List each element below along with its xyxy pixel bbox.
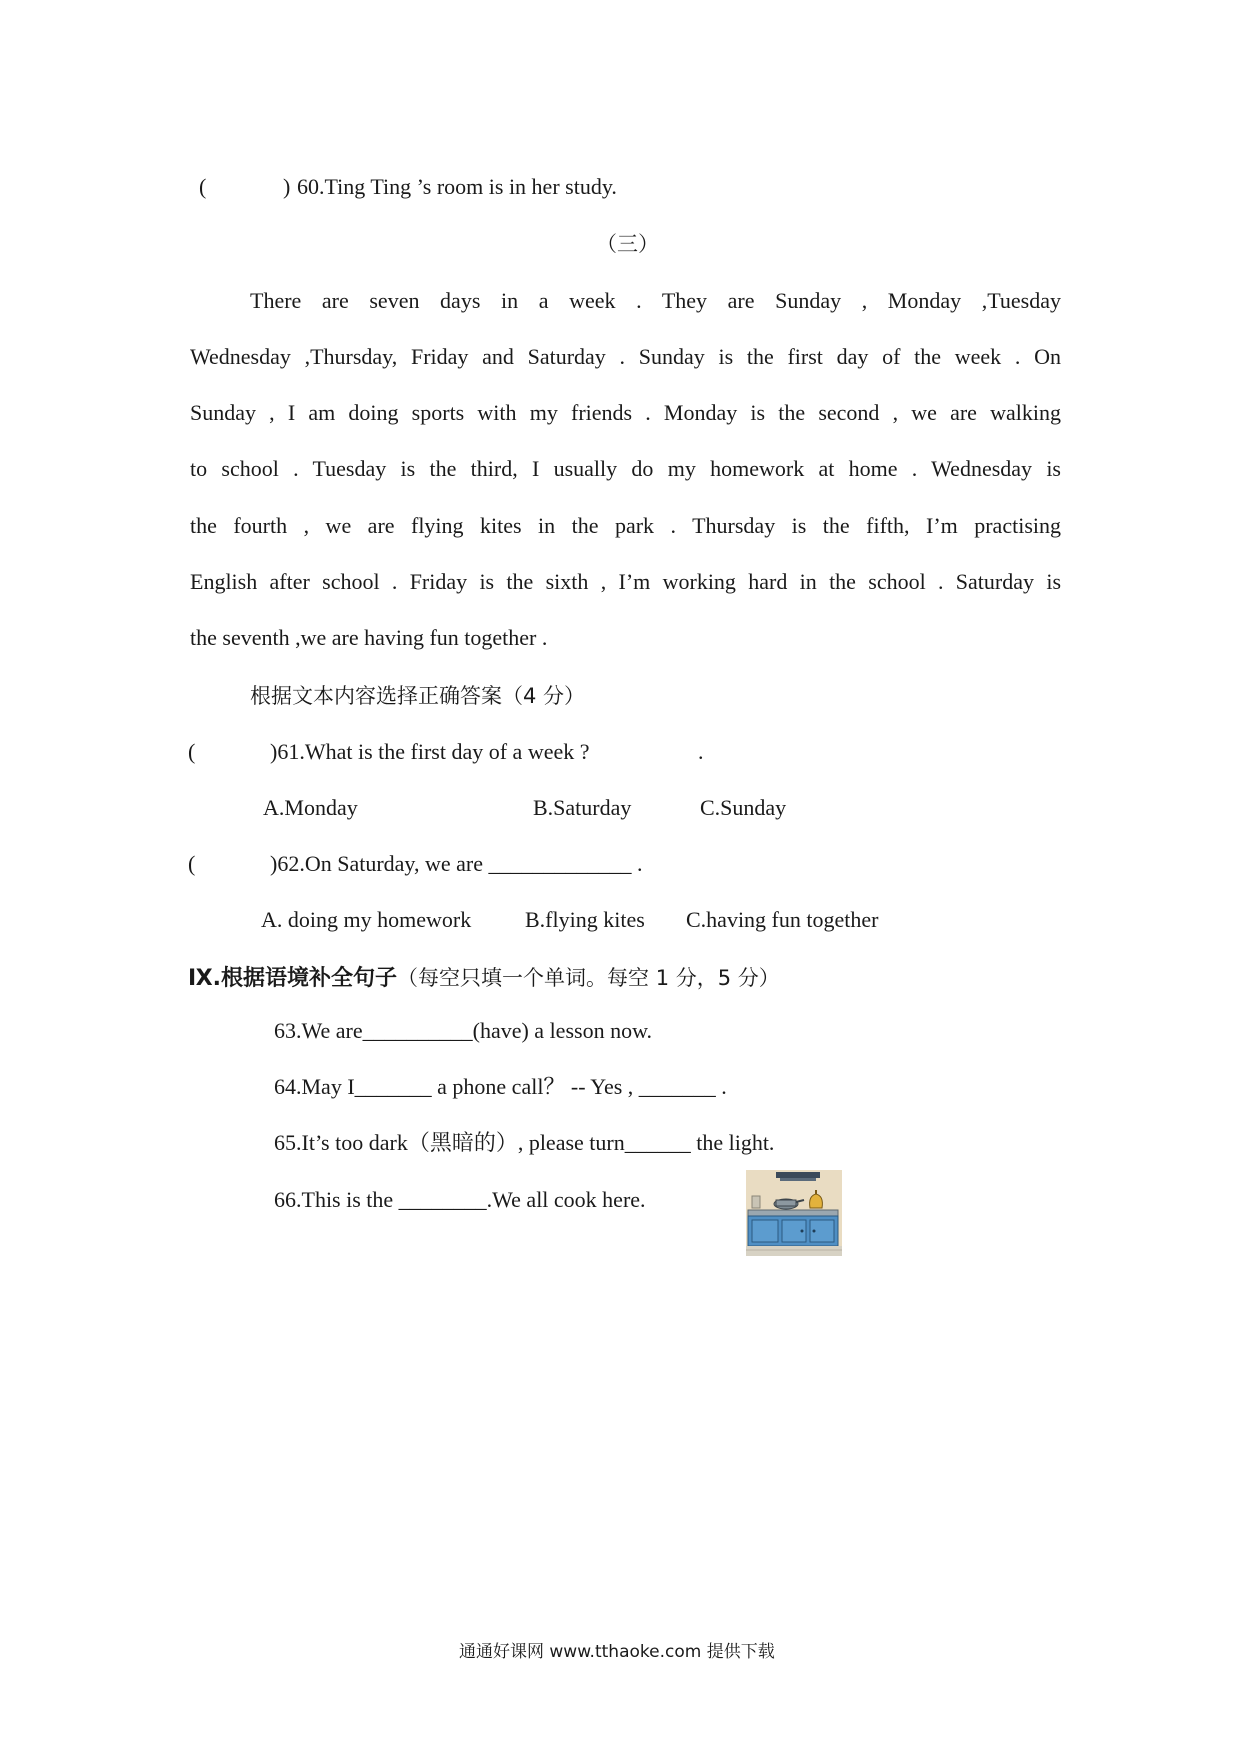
q62-paren: (	[188, 851, 196, 876]
section9-title: Ⅸ.根据语境补全句子	[188, 966, 398, 991]
section9-heading	[188, 961, 780, 992]
passage-line: Sunday , I am doing sports with my friends . Monday is the second , we are walking	[190, 400, 1061, 425]
q61-paren: (	[188, 739, 196, 764]
q61-option-b: B.Saturday	[533, 795, 632, 820]
instruction-text: 根据文本内容选择正确答案（4 分）	[250, 684, 586, 708]
q61-option-c: C.Sunday	[700, 795, 787, 820]
passage-line: English after school . Friday is the sixth , I’m working hard in the school . Saturday is	[190, 569, 1061, 594]
q61-text: )61.What is the first day of a week ?	[270, 739, 590, 764]
q60-paren-open: (	[199, 174, 207, 199]
passage-line: the fourth , we are flying kites in the park . Thursday is the fifth, I’m practising	[190, 513, 1061, 538]
section9-note: （每空只填一个单词。每空 1 分，5 分）	[397, 966, 780, 990]
q60-paren-close: )	[283, 174, 291, 199]
passage-line: There are seven days in a week . They are Sunday , Monday ,Tuesday	[250, 288, 1061, 313]
passage-line: Wednesday ,Thursday, Friday and Saturday . Sunday is the first day of the week . On	[190, 344, 1061, 369]
q60-text: 60.Ting Ting ’s room is in her study.	[297, 174, 617, 199]
fill-item-66: 66.This is the ________.We all cook here.	[274, 1187, 646, 1212]
fill-item-64: 64.May I_______ a phone call？ -- Yes , _______ .	[274, 1074, 727, 1099]
q62-option-b: B.flying kites	[525, 907, 645, 932]
q62-text: )62.On Saturday, we are _____________ .	[270, 851, 643, 876]
q62-option-a: A. doing my homework	[261, 907, 472, 932]
q61-end: .	[698, 739, 704, 764]
passage-line: to school . Tuesday is the third, I usually do my homework at home . Wednesday is	[190, 456, 1061, 481]
fill-item-63: 63.We are__________(have) a lesson now.	[274, 1018, 653, 1043]
q62-option-c: C.having fun together	[686, 907, 879, 932]
fill-item-65: 65.It’s too dark（黑暗的）, please turn______ the light.	[274, 1130, 775, 1155]
section3-heading: （三）	[596, 232, 659, 256]
q61-option-a: A.Monday	[263, 795, 358, 820]
kitchen-illustration-icon	[746, 1170, 842, 1256]
footer-text: 通通好课网 www.tthaoke.com 提供下载	[459, 1642, 775, 1662]
passage-line: the seventh ,we are having fun together .	[190, 625, 548, 650]
